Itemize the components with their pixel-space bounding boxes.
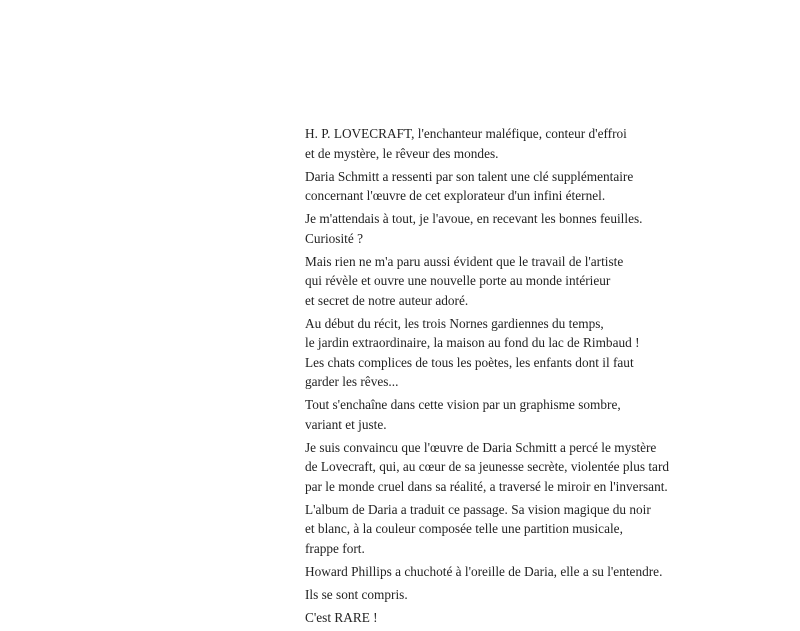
text-line: Je m'attendais à tout, je l'avoue, en recevant les bonnes feuilles. bbox=[305, 211, 643, 226]
paragraph-2 bbox=[305, 167, 695, 206]
text-line: H. P. LOVECRAFT, l'enchanteur maléfique, conteur d'effroi bbox=[305, 126, 627, 141]
text-line: et de mystère, le rêveur des mondes. bbox=[305, 145, 499, 161]
text-line: Daria Schmitt a ressenti par son talent une clé supplémentaire bbox=[305, 168, 634, 184]
text-line: et blanc, à la couleur composée telle une partition musicale, bbox=[305, 521, 623, 536]
text-line: C'est RARE ! bbox=[305, 609, 378, 625]
text-line: garder les rêves... bbox=[305, 374, 399, 389]
text-line: Ils se sont compris. bbox=[305, 586, 408, 602]
text-line: variant et juste. bbox=[305, 416, 387, 432]
text-line: le jardin extraordinaire, la maison au fond du lac de Rimbaud ! bbox=[305, 335, 640, 350]
paragraph-7 bbox=[305, 438, 695, 497]
text-line: frappe fort. bbox=[305, 540, 365, 556]
text-line: par le monde cruel dans sa réalité, a traversé le miroir en l'inversant. bbox=[305, 478, 668, 494]
text-line: Les chats complices de tous les poètes, les enfants dont il faut bbox=[305, 354, 634, 370]
paragraph-5 bbox=[305, 314, 695, 392]
text-line: Mais rien ne m'a paru aussi évident que le travail de l'artiste bbox=[305, 253, 624, 269]
text-line: Au début du récit, les trois Nornes gardiennes du temps, bbox=[305, 315, 604, 331]
paragraph-11 bbox=[305, 608, 695, 628]
text-line: Curiosité ? bbox=[305, 230, 363, 246]
paragraph-10 bbox=[305, 585, 695, 605]
text-line: Howard Phillips a chuchoté à l'oreille de Daria, elle a su l'entendre. bbox=[305, 563, 663, 579]
text-line: Tout s'enchaîne dans cette vision par un graphisme sombre, bbox=[305, 397, 621, 412]
text-line: Je suis convaincu que l'œuvre de Daria Schmitt a percé le mystère bbox=[305, 439, 657, 455]
paragraph-3 bbox=[305, 209, 695, 248]
paragraph-8 bbox=[305, 500, 695, 559]
text-line: L'album de Daria a traduit ce passage. Sa vision magique du noir bbox=[305, 501, 651, 517]
paragraph-9 bbox=[305, 562, 695, 582]
text-line: et secret de notre auteur adoré. bbox=[305, 292, 469, 308]
preface-text bbox=[305, 124, 695, 631]
paragraph-6 bbox=[305, 395, 695, 434]
text-line: qui révèle et ouvre une nouvelle porte au monde intérieur bbox=[305, 273, 611, 288]
paragraph-1 bbox=[305, 124, 695, 163]
text-line: de Lovecraft, qui, au cœur de sa jeunesse secrète, violentée plus tard bbox=[305, 459, 670, 474]
paragraph-4 bbox=[305, 252, 695, 311]
text-line: concernant l'œuvre de cet explorateur d'un infini éternel. bbox=[305, 188, 606, 203]
